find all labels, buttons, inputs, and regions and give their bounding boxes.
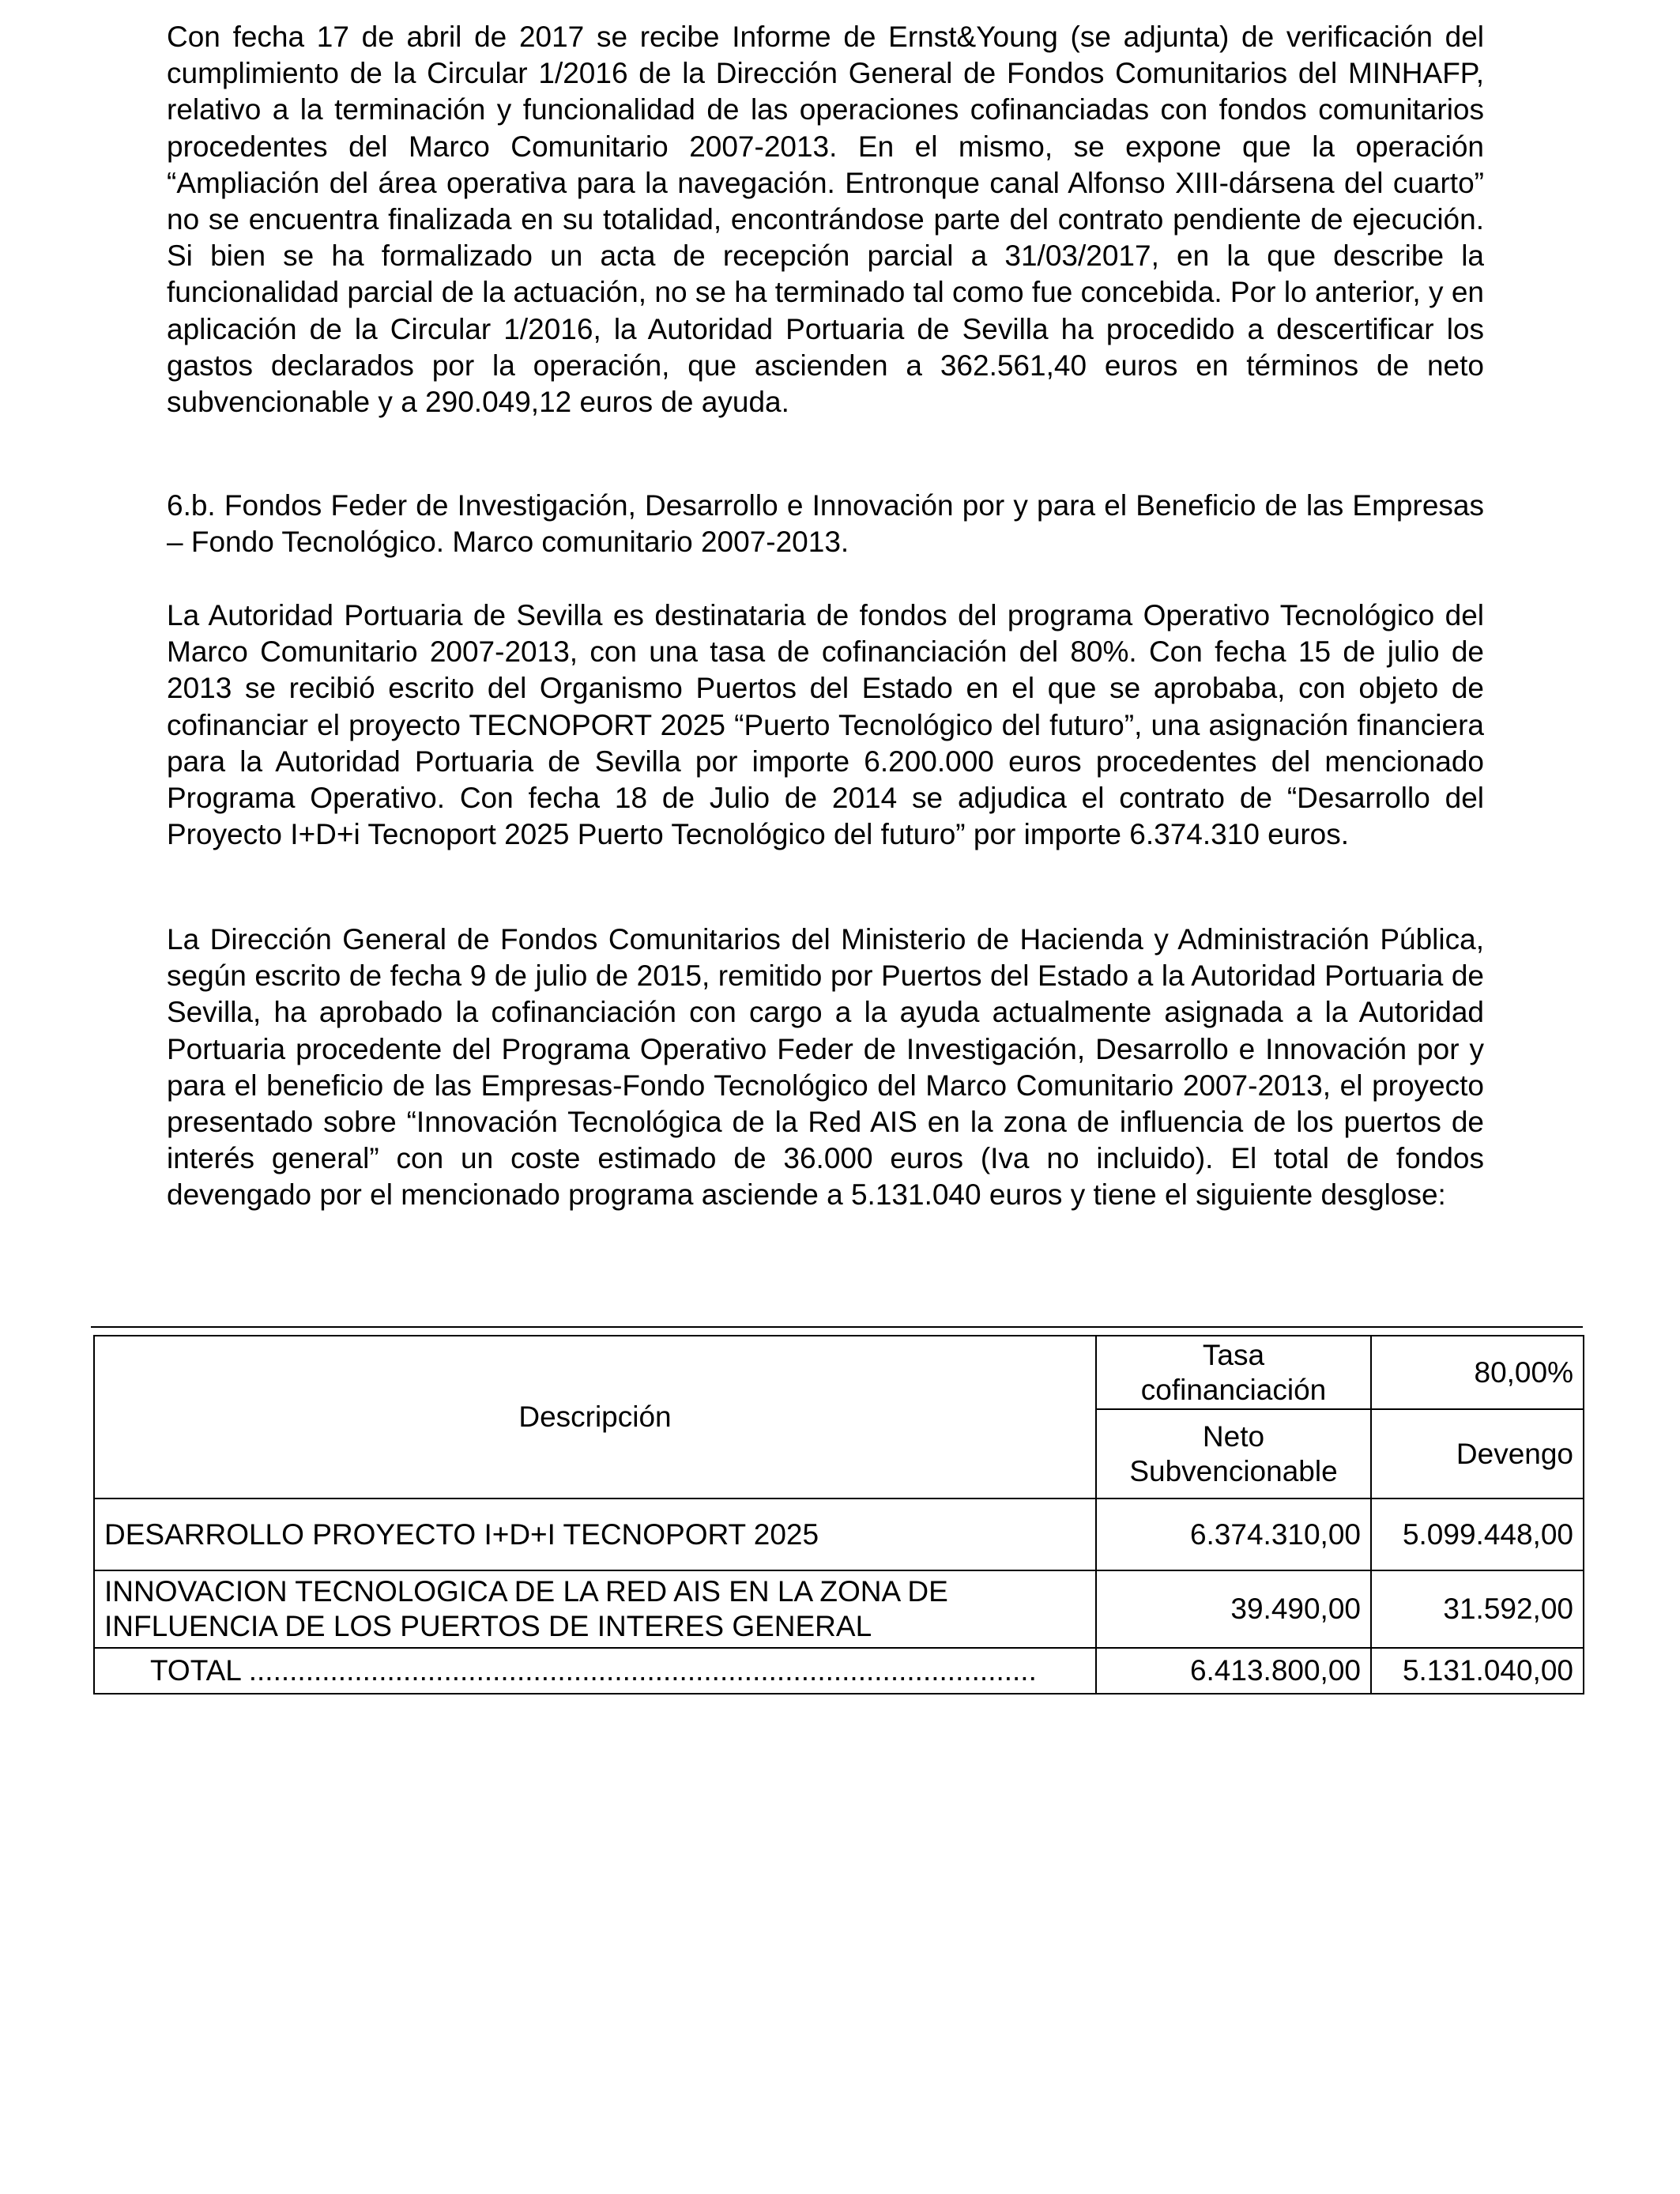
table-total-row <box>94 1648 1584 1694</box>
section-heading-6b: 6.b. Fondos Feder de Investigación, Desarrollo e Innovación por y para el Beneficio de las Empresas – Fondo Tecnológico. Marco comunitario 2007-2013. <box>167 489 1484 559</box>
row-descripcion: DESARROLLO PROYECTO I+D+I TECNOPORT 2025 <box>94 1498 1096 1570</box>
row-devengo: 31.592,00 <box>1371 1570 1584 1648</box>
header-tasa-value: 80,00% <box>1371 1336 1584 1409</box>
table-row <box>94 1498 1584 1570</box>
header-descripcion: Descripción <box>94 1336 1096 1498</box>
table-top-rule <box>91 1326 1583 1328</box>
header-devengo: Devengo <box>1371 1409 1584 1498</box>
row-neto: 39.490,00 <box>1096 1570 1371 1648</box>
funds-breakdown-table <box>93 1335 1584 1695</box>
total-devengo: 5.131.040,00 <box>1371 1648 1584 1694</box>
total-label: TOTAL ................................................................................................. <box>94 1648 1096 1694</box>
header-neto-subvencionable: Neto Subvencionable <box>1096 1409 1371 1498</box>
row-neto: 6.374.310,00 <box>1096 1498 1371 1570</box>
row-descripcion: INNOVACION TECNOLOGICA DE LA RED AIS EN LA ZONA DE INFLUENCIA DE LOS PUERTOS DE INTERES GENERAL <box>94 1570 1096 1648</box>
total-neto: 6.413.800,00 <box>1096 1648 1371 1694</box>
paragraph-ernst-young-report: Con fecha 17 de abril de 2017 se recibe Informe de Ernst&Young (se adjunta) de verificación del cumplimiento de la Circular 1/2016 de la Dirección General de Fondos Comunitarios del MINHAFP, relativo a la terminación y funcionalidad de las operaciones cofinanciadas con fondos comunitarios procedentes del Marco Comunitario 2007-2013. En el mismo, se expone que la operación “Ampliación del área operativa para la navegación. Entronque canal Alfonso XIII-dársena del cuarto” no se encuentra finalizada en su totalidad, encontrándose parte del contrato pendiente de ejecución. Si bien se ha formalizado un acta de recepción parcial a 31/03/2017, en la que describe la funcionalidad parcial de la actuación, no se ha terminado tal como fue concebida. Por lo anterior, y en aplicación de la Circular 1/2016, la Autoridad Portuaria de Sevilla ha procedido a descertificar los gastos declarados por la operación, que ascienden a 362.561,40 euros en términos de neto subvencionable y a 290.049,12 euros de ayuda. <box>167 21 1484 419</box>
table-row <box>94 1570 1584 1648</box>
row-devengo: 5.099.448,00 <box>1371 1498 1584 1570</box>
paragraph-tecnoport-funding: La Autoridad Portuaria de Sevilla es destinataria de fondos del programa Operativo Tecnológico del Marco Comunitario 2007-2013, con una tasa de cofinanciación del 80%. Con fecha 15 de julio de 2013 se recibió escrito del Organismo Puertos del Estado en el que se aprobaba, con objeto de cofinanciar el proyecto TECNOPORT 2025 “Puerto Tecnológico del futuro”, una asignación financiera para la Autoridad Portuaria de Sevilla por importe 6.200.000 euros procedentes del mencionado Programa Operativo. Con fecha 18 de Julio de 2014 se adjudica el contrato de “Desarrollo del Proyecto I+D+i Tecnoport 2025 Puerto Tecnológico del futuro” por importe 6.374.310 euros. <box>167 599 1484 851</box>
paragraph-ais-cofinancing: La Dirección General de Fondos Comunitarios del Ministerio de Hacienda y Administración Pública, según escrito de fecha 9 de julio de 2015, remitido por Puertos del Estado a la Autoridad Portuaria de Sevilla, ha aprobado la cofinanciación con cargo a la ayuda actualmente asignada a la Autoridad Portuaria procedente del Programa Operativo Feder de Investigación, Desarrollo e Innovación por y para el beneficio de las Empresas-Fondo Tecnológico del Marco Comunitario 2007-2013, el proyecto presentado sobre “Innovación Tecnológica de la Red AIS en la zona de influencia de los puertos de interés general” con un coste estimado de 36.000 euros (Iva no incluido). El total de fondos devengado por el mencionado programa asciende a 5.131.040 euros y tiene el siguiente desglose: <box>167 923 1484 1212</box>
table-header-row-1 <box>94 1336 1584 1409</box>
header-tasa-cofinanciacion: Tasa cofinanciación <box>1096 1336 1371 1409</box>
